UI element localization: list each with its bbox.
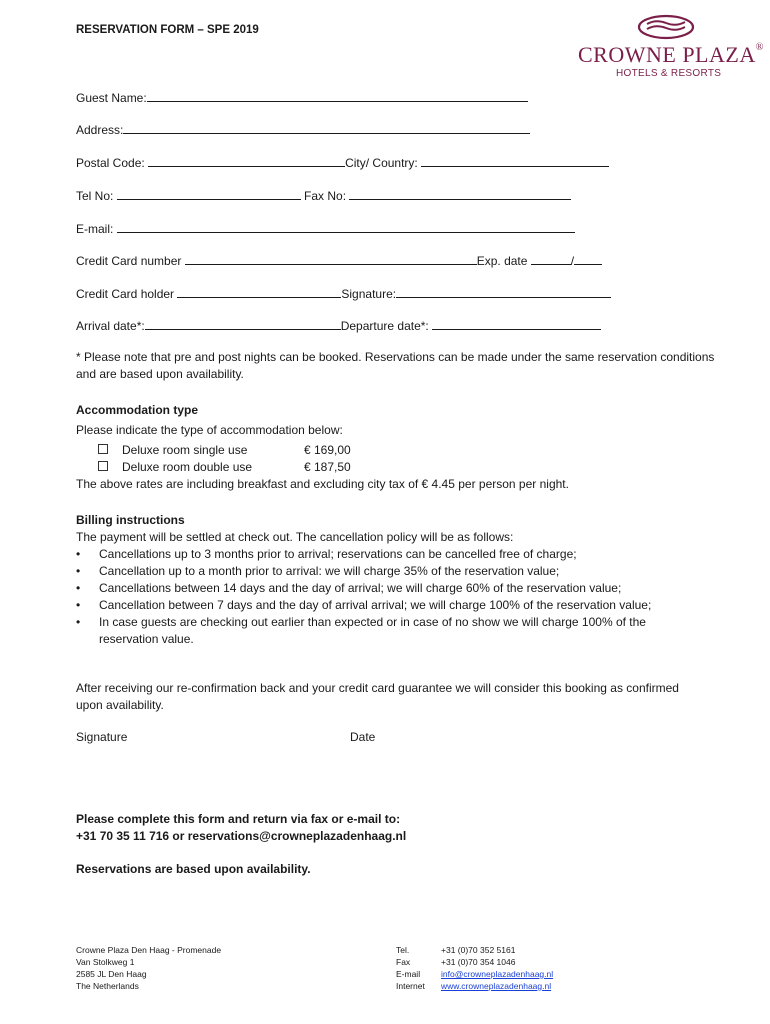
tel-field[interactable] — [117, 187, 301, 200]
email-field[interactable] — [117, 220, 575, 233]
cancellation-item: • Cancellation between 7 days and the day of arrival arrival; we will charge 100% of the reservation value; — [76, 597, 716, 614]
crowne-plaza-logo — [578, 14, 764, 84]
footer-website-link[interactable]: www.crowneplazadenhaag.nl — [441, 981, 552, 991]
cc-number-field[interactable] — [185, 252, 477, 265]
postal-code-field[interactable] — [148, 154, 345, 167]
postal-row — [76, 154, 609, 170]
billing-intro: The payment will be settled at check out. The cancellation policy will be as follows: — [76, 530, 514, 544]
footer-address-line: Van Stolkweg 1 — [76, 957, 135, 967]
crowne-plaza-emblem-icon — [578, 14, 758, 44]
double-use-checkbox[interactable] — [98, 461, 108, 471]
cancellation-item: • Cancellation up to a month prior to arrival: we will charge 35% of the reservation value; — [76, 563, 716, 580]
dates-row — [76, 317, 601, 333]
departure-label: Departure date*: — [340, 319, 429, 333]
cancellation-list — [76, 546, 716, 648]
signature-field[interactable] — [396, 285, 611, 298]
credit-card-row — [76, 252, 602, 268]
footer-address — [76, 944, 221, 992]
exp-month-field[interactable] — [531, 252, 571, 265]
footer-tel-value: +31 (0)70 352 5161 — [441, 945, 516, 955]
return-instruction: Please complete this form and return via fax or e-mail to: — [76, 812, 401, 826]
accommodation-heading: Accommodation type — [76, 403, 199, 417]
single-use-checkbox[interactable] — [98, 444, 108, 454]
guest-name-row — [76, 89, 528, 105]
pre-post-note: * Please note that pre and post nights can be booked. Reservations can be made under the same reservation conditions and are based upon availability. — [76, 350, 715, 381]
footer-email-label: E-mail — [396, 969, 421, 979]
exp-separator: / — [570, 254, 575, 268]
single-use-price: € 169,00 — [304, 443, 351, 457]
guest-name-field[interactable] — [147, 89, 528, 102]
phone-row — [76, 187, 571, 203]
fax-label: Fax No: — [304, 189, 347, 203]
cc-holder-field[interactable] — [177, 285, 341, 298]
form-title: RESERVATION FORM – SPE 2019 — [76, 24, 259, 36]
accommodation-instruction: Please indicate the type of accommodation below: — [76, 423, 343, 437]
confirmation-text: After receiving our re-confirmation back and your credit card guarantee we will consider this booking as confirmed upon availability. — [76, 681, 679, 712]
city-country-label: City/ Country: — [345, 156, 418, 170]
cc-holder-row — [76, 285, 611, 301]
address-row — [76, 121, 530, 137]
email-row — [76, 220, 575, 236]
single-use-label: Deluxe room single use — [122, 443, 248, 457]
option-double — [98, 460, 351, 474]
postal-code-label: Postal Code: — [76, 156, 145, 170]
email-label: E-mail: — [76, 222, 114, 236]
availability-note: Reservations are based upon availability. — [76, 862, 311, 876]
cancellation-item: • In case guests are checking out earlier than expected or in case of no show we will charge 100% of the reservation value. — [76, 614, 716, 648]
double-use-price: € 187,50 — [304, 460, 351, 474]
cc-holder-label: Credit Card holder — [76, 287, 175, 301]
arrival-label: Arrival date*: — [76, 319, 145, 333]
cancellation-item: • Cancellations between 14 days and the day of arrival; we will charge 60% of the reservation value; — [76, 580, 716, 597]
address-label: Address: — [76, 123, 124, 137]
exp-year-field[interactable] — [574, 252, 602, 265]
footer-email-link[interactable]: info@crowneplazadenhaag.nl — [441, 969, 554, 979]
tel-label: Tel No: — [76, 189, 114, 203]
return-contact: +31 70 35 11 716 or reservations@crowneplazadenhaag.nl — [76, 829, 407, 843]
footer-address-line: The Netherlands — [76, 981, 139, 991]
option-single — [98, 443, 351, 457]
arrival-field[interactable] — [145, 317, 341, 330]
guest-name-label: Guest Name: — [76, 91, 147, 105]
cancellation-item: • Cancellations up to 3 months prior to arrival; reservations can be cancelled free of charge; — [76, 546, 716, 563]
footer-fax-label: Fax — [396, 957, 411, 967]
footer-internet-label: Internet — [396, 981, 425, 991]
footer-contact-values — [441, 944, 553, 992]
double-use-label: Deluxe room double use — [122, 460, 253, 474]
billing-heading: Billing instructions — [76, 513, 185, 527]
sign-signature-label: Signature — [76, 730, 128, 744]
logo-wordmark: CROWNE PLAZA® — [578, 42, 764, 67]
footer-contact-labels — [396, 944, 425, 992]
exp-date-label: Exp. date — [476, 254, 528, 268]
cc-number-label: Credit Card number — [76, 254, 182, 268]
signature-label: Signature: — [341, 287, 397, 301]
footer-tel-label: Tel. — [396, 945, 410, 955]
city-country-field[interactable] — [421, 154, 609, 167]
address-field[interactable] — [123, 121, 530, 134]
fax-field[interactable] — [349, 187, 571, 200]
departure-field[interactable] — [432, 317, 601, 330]
footer-fax-value: +31 (0)70 354 1046 — [441, 957, 516, 967]
footer-address-line: 2585 JL Den Haag — [76, 969, 147, 979]
footer-address-line: Crowne Plaza Den Haag - Promenade — [76, 945, 222, 955]
sign-date-label: Date — [350, 730, 376, 744]
logo-subtitle: HOTELS & RESORTS — [616, 68, 722, 79]
rates-note: The above rates are including breakfast and excluding city tax of € 4.45 per person per night. — [76, 477, 569, 491]
